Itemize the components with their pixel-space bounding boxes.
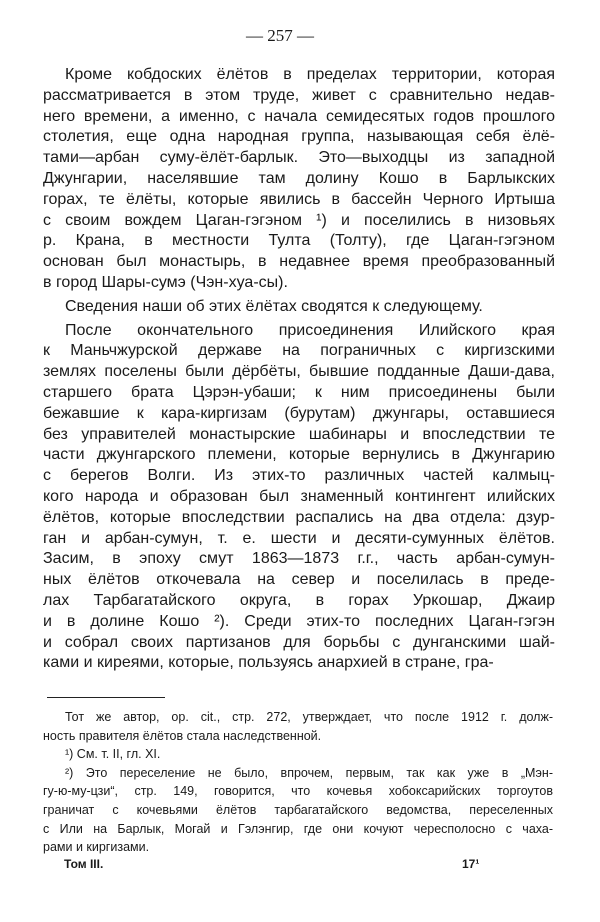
text-line: него времени, а именно, с начала семидесятых годов прошлого	[43, 107, 555, 125]
text-line: основан был монастырь, в недавнее время преобразованный	[43, 253, 555, 271]
text-line: к Маньчжурской державе на пограничных с киргизскими	[43, 342, 555, 360]
text-line: ¹) См. т. II, гл. XI.	[65, 747, 161, 762]
footnote-divider	[47, 697, 165, 698]
text-line: с своим вождем Цаган-гэгэном ¹) и поселились в низовьях	[43, 211, 555, 229]
text-line: кого народа и образован был знаменный контингент илийских	[43, 487, 555, 505]
paragraph	[43, 321, 555, 675]
footnote	[43, 745, 553, 764]
text-line: ган и арбан-сумун, т. е. шести и десяти-сумунных ёлётов.	[43, 529, 555, 547]
text-line: старшего брата Цэрэн-убаши; к ним присоединены были	[43, 383, 555, 401]
text-line: лах Тарбагатайского округа, в горах Уркошар, Джаир	[43, 591, 555, 609]
text-line: рассматривается в этом труде, живет с сравнительно недав-	[43, 86, 555, 104]
paragraph	[43, 297, 555, 318]
text-line: землях поселены были дёрбёты, бывшие подданные Даши-дава,	[43, 363, 555, 381]
text-line: Тот же автор, op. cit., стр. 272, утверждает, что после 1912 г. долж-	[65, 710, 553, 724]
text-line: После окончательного присоединения Илийского края	[65, 321, 555, 339]
text-line: Засим, в эпоху смут 1863—1873 г.г., часть арбан-сумун-	[43, 550, 555, 568]
footnote	[43, 764, 553, 857]
footnote	[43, 708, 553, 745]
page-number: — 257 —	[246, 26, 314, 45]
text-line: ками и киреями, которые, пользуясь анархией в стране, гра-	[43, 654, 494, 672]
text-line: ность правителя ёлётов стала наследственной.	[43, 728, 322, 743]
text-line: столетия, еще одна народная группа, называющая себя ёлё-	[43, 128, 555, 146]
text-line: Кроме кобдоских ёлётов в пределах территории, которая	[65, 66, 555, 83]
text-line: с Или на Барлык, Могай и Гэлэнгир, где они кочуют чересполосно с чаха-	[43, 821, 553, 836]
text-line: бежавшие к кара-киргизам (бурутам) джунгары, оставшиеся	[43, 404, 555, 422]
signature-mark: 17¹	[462, 857, 480, 871]
text-line: рами и киргизами.	[43, 840, 150, 855]
text-line: гу-ю-му-цзи“, стр. 149, говорится, что кочевья хобоксарийских торгоутов	[43, 784, 553, 799]
text-line: граничат с кочевьями ёлётов тарбагатайского ведомства, переселенных	[43, 802, 553, 817]
text-line: горах, те ёлёты, которые явились в бассейн Черного Иртыша	[43, 190, 555, 208]
text-line: в город Шары-сумэ (Чэн-хуа-сы).	[43, 273, 288, 291]
text-line: тами—арбан суму-ёлёт-барлык. Это—выходцы из западной	[43, 149, 555, 167]
text-line: Сведения наши об этих ёлётах сводятся к следующему.	[65, 297, 483, 315]
text-line: ных ёлётов откочевала на север и поселилась в преде-	[43, 571, 555, 589]
volume-label: Том III.	[64, 857, 104, 871]
text-line: и собрал своих партизанов для борьбы с дунганскими шай-	[43, 633, 555, 651]
text-line: с берегов Волги. Из этих-то различных частей калмыц-	[43, 467, 555, 485]
text-line: ²) Это переселение не было, впрочем, первым, так как уже в „Мэн-	[65, 765, 553, 780]
text-line: части джунгарского племени, которые вернулись в Джунгарию	[43, 446, 555, 464]
text-line: без управителей монастырские шабинары и впоследствии те	[43, 425, 555, 443]
text-line: р. Крана, в местности Тулта (Толту), где Цаган-гэгэном	[43, 232, 555, 250]
paragraph	[43, 65, 555, 294]
text-line: и в долине Кошо ²). Среди этих-то последних Цаган-гэгэн	[43, 612, 555, 630]
text-line: ёлётов, которые впоследствии распались на два отдела: дзур-	[43, 508, 555, 526]
footnotes	[43, 708, 553, 857]
body-text	[43, 65, 555, 674]
text-line: Джунгарии, населявшие там долину Кошо в Барлыкских	[43, 169, 555, 187]
